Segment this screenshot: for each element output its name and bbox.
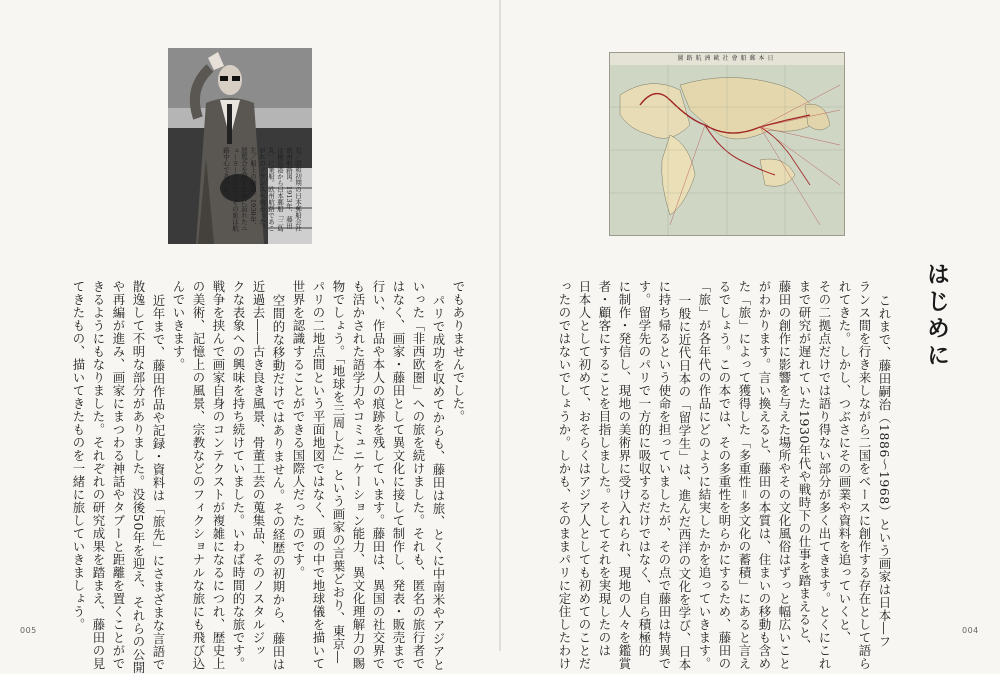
- body-line: 近年まで、藤田作品や記録・資料は「旅先」にさまざまな言語で: [151, 294, 166, 671]
- body-line: 空間的な移動だけではありません。その経歴の初期から、藤田は: [271, 294, 286, 671]
- caption-line: は横浜港から日本郵船「三島: [276, 147, 284, 232]
- caption-line: ューヨークにて。その旅は航: [231, 147, 239, 232]
- body-line: パリの二地点間という平面地図ではなく、頭の中で地球儀を描いて: [311, 280, 326, 670]
- body-line: きるようにもなりました。それぞれの研究成果を踏まえ、藤田の見: [91, 280, 106, 670]
- caption-line: 右／昭和初期の日本郵船会社: [294, 147, 302, 232]
- body-line: や再編が進み、画家にまつわる神話やタブーと距離を置くことがで: [111, 280, 126, 670]
- body-line: も活かされた語学力やコミュニケーション能力、異文化理解力の賜: [351, 280, 366, 670]
- body-line: 日本人として初めて、おそらくはアジア人としても初めてのことだ: [577, 280, 592, 670]
- body-line: 行い、作品や本人の痕跡を残しています。藤田は、異国の社交界で: [371, 280, 386, 670]
- body-line: パリで成功を収めてからも、藤田は旅、とくに中南米やアジアと: [431, 294, 446, 671]
- body-line: いった「非西欧圏」への旅を続けました。それも、匿名の旅行者で: [411, 280, 426, 670]
- body-line: 散逸して不明な部分がありました。没後50年を迎え、それらの公開: [131, 280, 146, 674]
- body-line: がわかります。言い換えると、藤田の本質は、住まいの移動も含め: [757, 280, 772, 670]
- body-line: 藤田の創作に影響を与えた場所やその文化風俗はずっと幅広いこと: [777, 280, 792, 670]
- body-line: 「旅」が各年代の作品にどのように結実したかを追っていきます。: [697, 280, 712, 670]
- page-number-right: 004: [962, 626, 979, 635]
- caption-line: 丸」に乗船。欧州航路であこ: [267, 147, 275, 232]
- body-line: 者・顧客にすることを目指しました。そしてそれを実現したのは: [597, 280, 612, 657]
- body-line: ランス間を行き来しながら二国をベースに創作する存在として語ら: [857, 280, 872, 670]
- map-title: 圖路航洲歐社會船郵本日: [610, 53, 844, 66]
- page-number-left: 005: [20, 626, 37, 635]
- body-line: 戦争を挟んで画家自身のコンテクストが複雑になるにつれ、歴史上: [211, 280, 226, 670]
- body-line: 物でしょう。「地球を三周した」という画家の言葉どおり、東京―: [331, 280, 346, 664]
- body-line: でもありませんでした。: [451, 280, 466, 423]
- body-line: す。留学先のパリで一方的に吸収するだけではなく、自ら積極的: [637, 280, 652, 657]
- body-line: れてきた。しかし、つぶさにその画業や資料を追っていくと、: [837, 280, 852, 644]
- body-line: の美術、記憶上の風景、宗教などのフィクショナルな旅にも飛び込: [191, 280, 206, 670]
- caption-line: がれのフランスへ向かった。: [258, 147, 266, 232]
- body-line: その二拠点だけでは語り得ない部分が多く出てきます。とくにこれ: [817, 280, 832, 670]
- body-line: に制作・発信し、現地の美術界に受け入れられ、現地の人々を鑑賞: [617, 280, 632, 670]
- photo-caption: [222, 147, 303, 245]
- body-line: ったのではないでしょうか。しかも、そのままパリに定住したわけ: [557, 280, 572, 670]
- body-line: はなく、画家・藤田として異文化に接して制作し、発表・販売まで: [391, 280, 406, 670]
- body-line: るでしょう。この本では、その多重性を明らかにするため、藤田の: [717, 280, 732, 670]
- gutter: [499, 0, 501, 651]
- caption-line: 展覧会を開くために訪れたニ: [240, 147, 248, 232]
- body-line: これまで、藤田嗣治（1886〜1968）という画家は日本―フ: [877, 294, 892, 648]
- body-line: に持ち帰るという使命を担っていましたが、その点で藤田は特異で: [657, 280, 672, 670]
- caption-line: 左／船上の藤田。1930年、: [249, 147, 257, 229]
- route-map: [609, 52, 845, 236]
- caption-line: 路中心であった。: [222, 147, 230, 199]
- body-line: クな表象への興味を持ち続けていました。いわば時間的な旅です。: [231, 280, 246, 670]
- body-line: まで研究が遅れていた1930年代や戦時下の仕事を踏まえると、: [797, 280, 812, 652]
- caption-line: 欧州航路図。1913年、藤田: [285, 147, 293, 229]
- body-line: た「旅」によって獲得した「多重性＝多文化の蓄積」にあると言え: [737, 280, 752, 670]
- page-title: はじめに: [923, 262, 950, 370]
- body-line: てきたもの、描いてきたものを一緒に旅していきましょう。: [71, 280, 86, 631]
- body-line: 世界を認識することができる国際人だったのです。: [291, 280, 306, 579]
- body-line: 近過去――古き良き風景、骨董工芸の蒐集品、そのノスタルジッ: [251, 280, 266, 657]
- body-line: んでいきます。: [171, 280, 186, 371]
- body-line: 一般に近代日本の「留学生」は、進んだ西洋の文化を学び、日本: [677, 294, 692, 671]
